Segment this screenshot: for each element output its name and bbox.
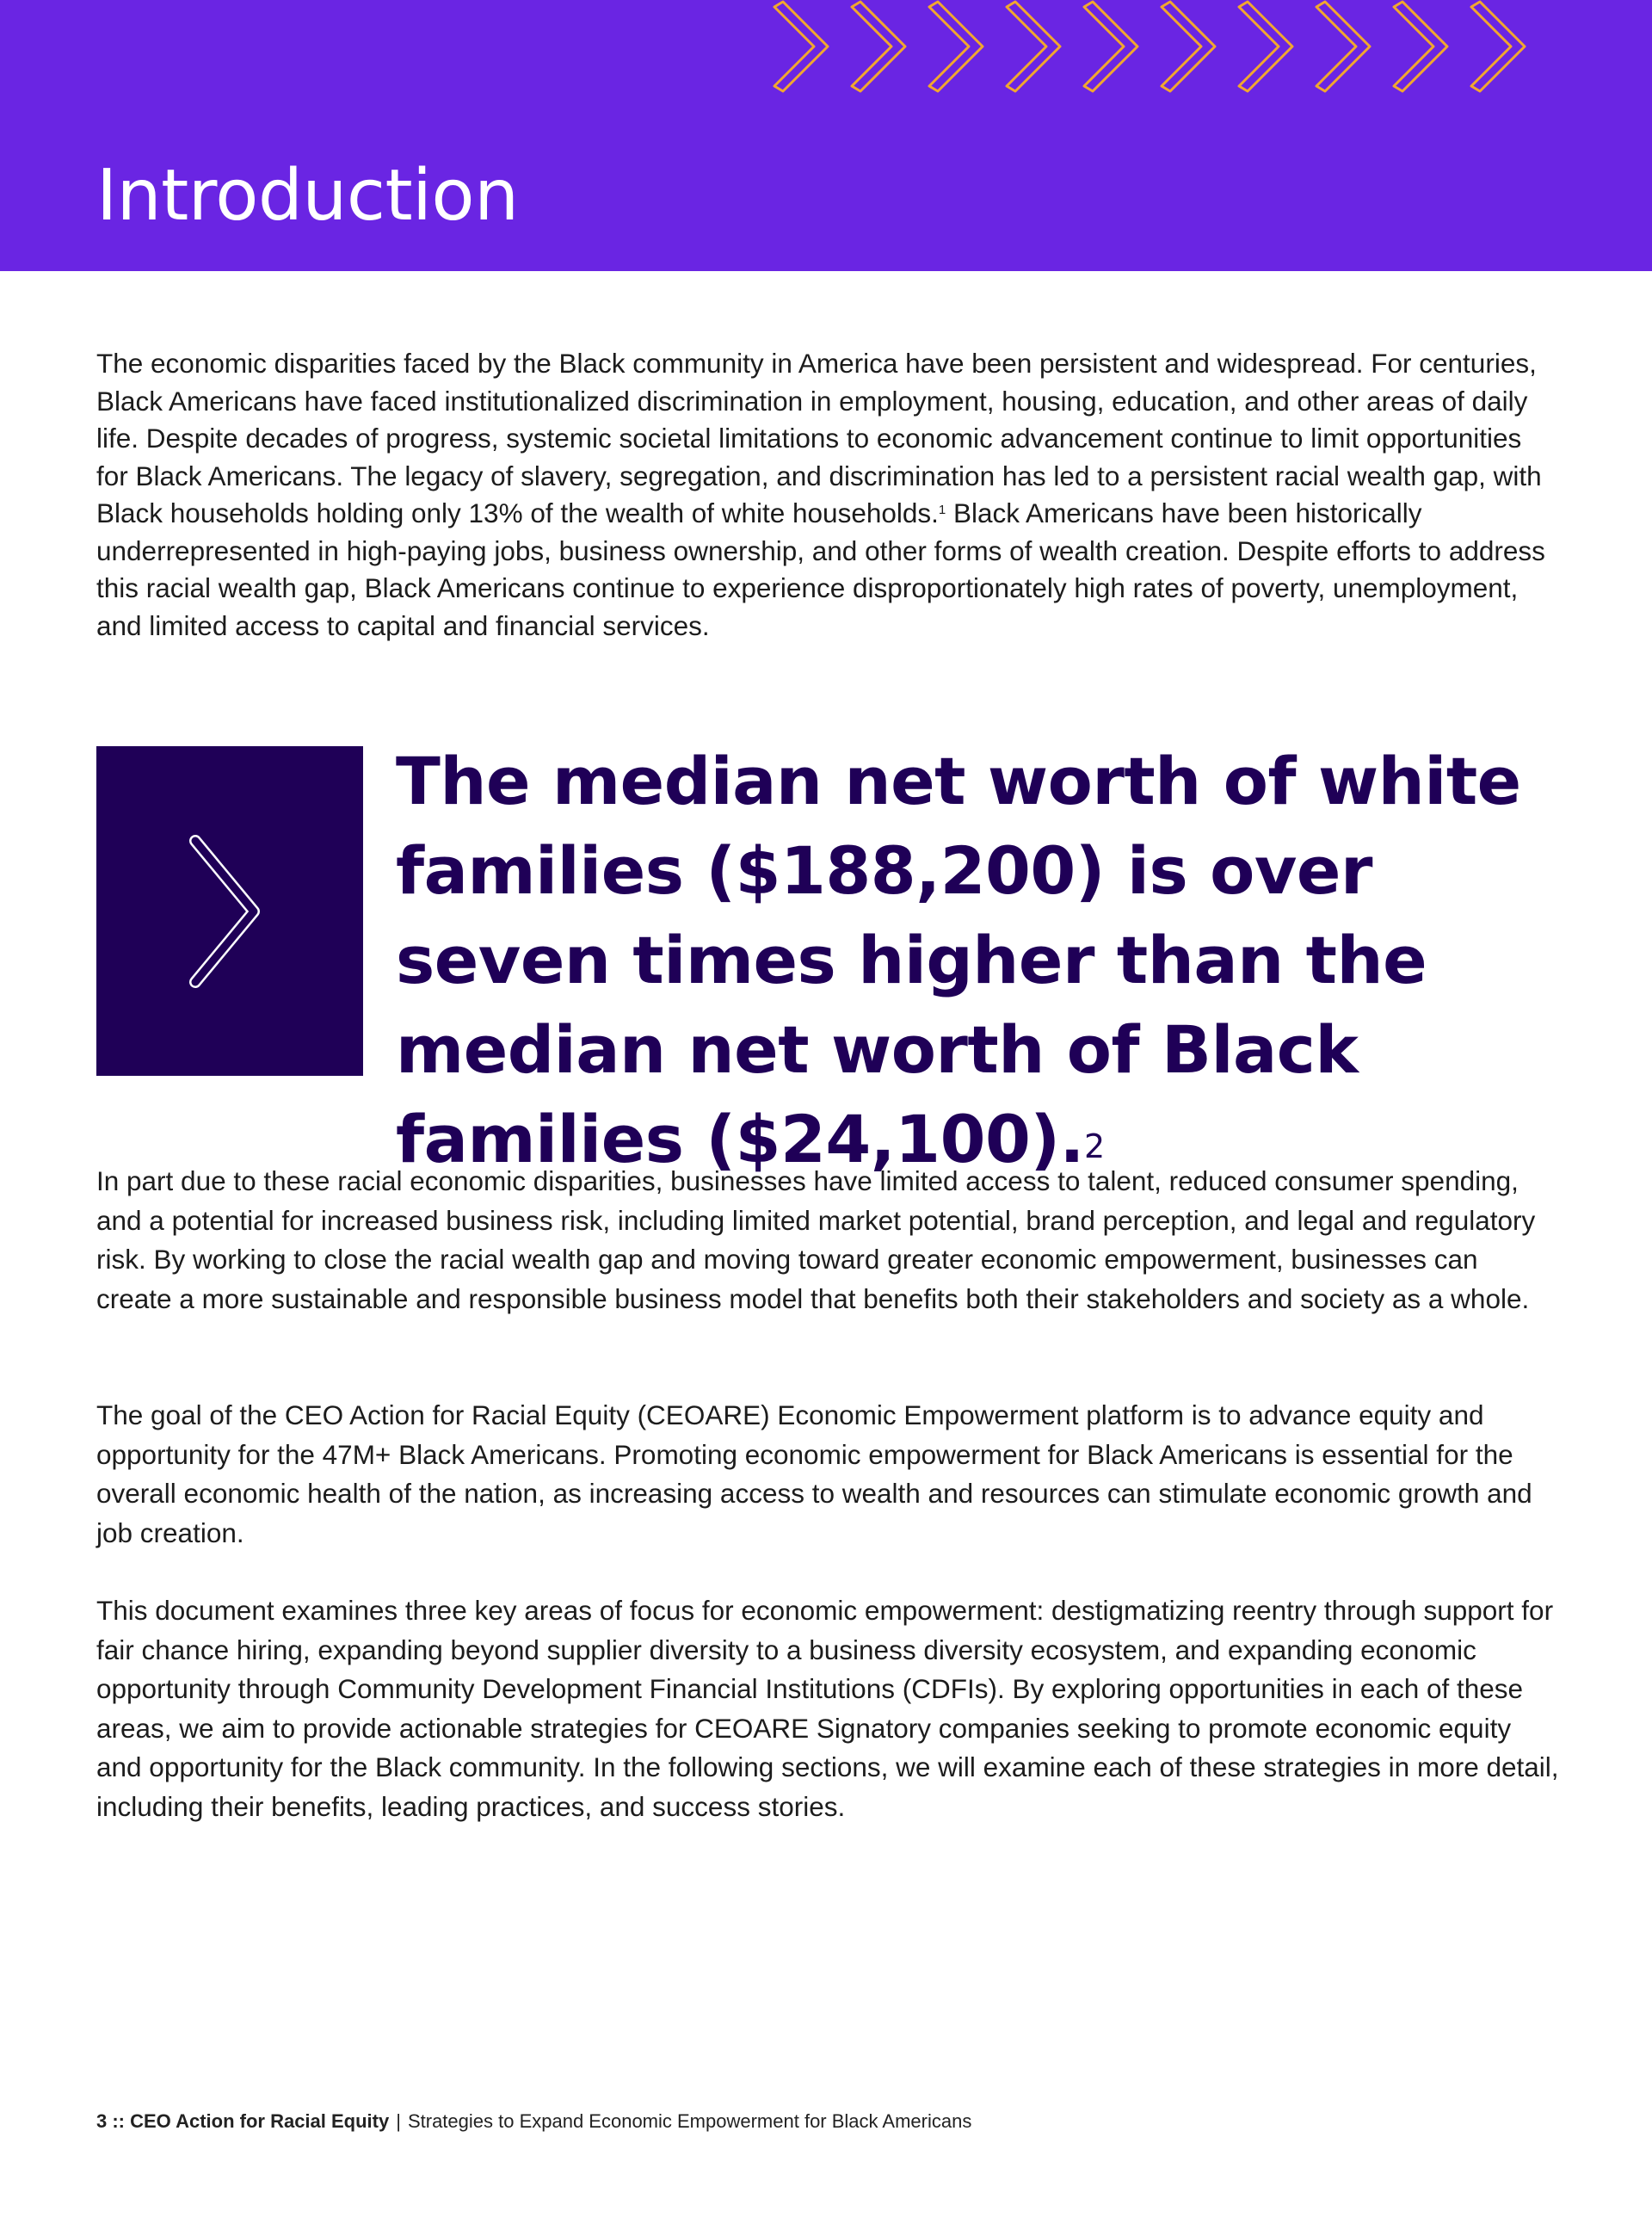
footnote-marker: 1 [938, 503, 946, 517]
intro-paragraph-4: This document examines three key areas of focus for economic empowerment: destigmatizing reentry through support for fair chance hiring, expanding beyond supplier diversity to a business diversity ecosystem, and expanding economic opportunity through Community Development Financial Institutions (CDFIs). By exploring opportunities in each of these areas, we aim to provide actionable strategies for CEOARE Signatory companies seeking to promote economic equity and opportunity for the Black community. In the following sections, we will examine each of these strategies in more detail, including their benefits, leading practices, and success stories. [96, 1595, 1559, 1822]
paragraph-text-cont: Black Americans have been historically underrepresented in high-paying jobs, business ownership, and other forms of wealth creation. Despite efforts to address this racial wealth gap, Black Americans continue to experience disproportionately high rates of poverty, unemployment, and limited access to capital and financial services. [96, 497, 1545, 641]
chevron-outline-icon [1394, 2, 1447, 91]
chevron-outline-icon [1316, 2, 1370, 91]
intro-paragraph-3: The goal of the CEO Action for Racial Equity (CEOARE) Economic Empowerment platform is to advance equity and opportunity for the 47M+ Black Americans. Promoting economic empowerment for Black Americans is essential for the overall economic health of the nation, as increasing access to wealth and resources can stimulate economic growth and job creation. [96, 1399, 1532, 1548]
callout-box [96, 746, 363, 1076]
footer-document-title: Strategies to Expand Economic Empowerment for Black Americans [407, 2110, 972, 2132]
header-banner [0, 0, 1652, 271]
chevron-outline-icon [1007, 2, 1060, 91]
paragraph-text: The economic disparities faced by the Black community in America have been persistent and widespread. For centuries, Black Americans have faced institutionalized discrimination in employment, housing, education, and other areas of daily life. Despite decades of progress, systemic societal limitations to economic advancement continue to limit opportunities for Black Americans. The legacy of slavery, segregation, and discrimination has led to a persistent racial wealth gap, with Black households holding only 13% of the wealth of white households. [96, 348, 1542, 528]
footer-separator: | [396, 2110, 401, 2132]
callout-quote [396, 737, 1549, 1184]
page-title: Introduction [96, 155, 519, 237]
page-footer [96, 2110, 971, 2133]
chevron-outline-icon [1084, 2, 1137, 91]
intro-paragraph-2: In part due to these racial economic disparities, businesses have limited access to talent, reduced consumer spending, and a potential for increased business risk, including limited market potential, brand perception, and legal and regulatory risk. By working to close the racial wealth gap and moving toward greater economic empowerment, businesses can create a more sustainable and responsible business model that benefits both their stakeholders and society as a whole. [96, 1165, 1536, 1314]
chevron-outline-icon [1471, 2, 1525, 91]
chevron-pattern-icon [766, 0, 1566, 103]
chevron-right-icon [178, 825, 281, 998]
chevron-outline-icon [1162, 2, 1215, 91]
chevron-outline-icon [774, 2, 828, 91]
chevron-outline-icon [1239, 2, 1292, 91]
chevron-outline-icon [852, 2, 905, 91]
intro-paragraph-1 [96, 345, 1559, 645]
footer-page-label: 3 :: CEO Action for Racial Equity [96, 2110, 390, 2132]
chevron-outline-icon [929, 2, 983, 91]
quote-text: The median net worth of white families ($188,200) is over seven times higher than the median net worth of Black families ($24,100). [396, 743, 1521, 1177]
footnote-marker: 2 [1083, 1127, 1105, 1165]
